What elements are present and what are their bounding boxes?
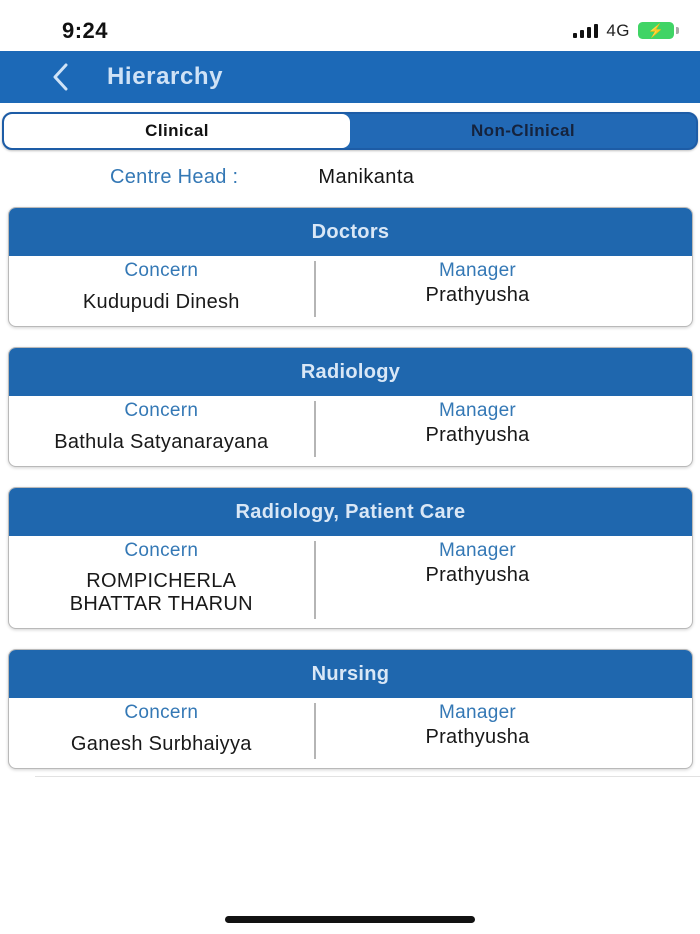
column-divider [314, 401, 316, 457]
status-icons [573, 21, 674, 41]
app-header [0, 51, 700, 103]
department-card-nursing [8, 649, 693, 769]
manager-name: Prathyusha [425, 284, 530, 306]
department-card-doctors [8, 207, 693, 327]
concern-column [9, 396, 314, 454]
back-button[interactable] [52, 63, 69, 91]
concern-column [9, 536, 314, 616]
tab-clinical[interactable]: Clinical [4, 114, 350, 148]
status-time: 9:24 [62, 17, 109, 43]
manager-name: Prathyusha [425, 424, 530, 446]
centre-head-value: Manikanta [318, 166, 415, 188]
manager-label: Manager [438, 702, 517, 723]
centre-head-row [110, 166, 700, 189]
card-body [9, 536, 692, 628]
manager-label: Manager [438, 540, 517, 561]
card-body [9, 256, 692, 326]
concern-name: ROMPICHERLA BHATTAR THARUN [69, 570, 253, 615]
concern-name: Kudupudi Dinesh [82, 291, 240, 313]
manager-label: Manager [438, 400, 517, 421]
concern-label: Concern [124, 540, 199, 561]
home-indicator[interactable] [225, 916, 475, 923]
manager-label: Manager [438, 260, 517, 281]
battery-charging-icon [638, 22, 674, 39]
card-body [9, 396, 692, 466]
list-separator [35, 776, 700, 777]
column-divider [314, 541, 316, 619]
manager-column [314, 536, 642, 616]
column-divider [314, 703, 316, 759]
centre-head-label: Centre Head : [110, 166, 239, 188]
card-title: Doctors [9, 208, 692, 256]
department-card-list [0, 207, 700, 769]
charging-bolt-icon: ⚡ [647, 23, 665, 38]
tab-bar [2, 112, 698, 150]
status-bar [0, 0, 700, 51]
manager-column [314, 256, 642, 314]
concern-name: Ganesh Surbhaiyya [70, 733, 252, 755]
card-title: Radiology, Patient Care [9, 488, 692, 536]
manager-name: Prathyusha [425, 564, 530, 586]
card-body [9, 698, 692, 768]
page-title: Hierarchy [107, 63, 224, 90]
concern-name: Bathula Satyanarayana [54, 431, 269, 453]
tab-non-clinical[interactable]: Non-Clinical [471, 121, 575, 140]
concern-column [9, 698, 314, 756]
manager-column [314, 396, 642, 454]
column-divider [314, 261, 316, 317]
concern-label: Concern [124, 702, 199, 723]
department-card-radiology-patient-care [8, 487, 693, 629]
signal-strength-icon [573, 23, 599, 38]
manager-column [314, 698, 642, 756]
concern-column [9, 256, 314, 314]
card-title: Nursing [9, 650, 692, 698]
concern-label: Concern [124, 400, 199, 421]
department-card-radiology [8, 347, 693, 467]
manager-name: Prathyusha [425, 726, 530, 748]
concern-label: Concern [124, 260, 199, 281]
network-type-label: 4G [606, 20, 630, 40]
card-title: Radiology [9, 348, 692, 396]
chevron-left-icon [52, 63, 69, 91]
